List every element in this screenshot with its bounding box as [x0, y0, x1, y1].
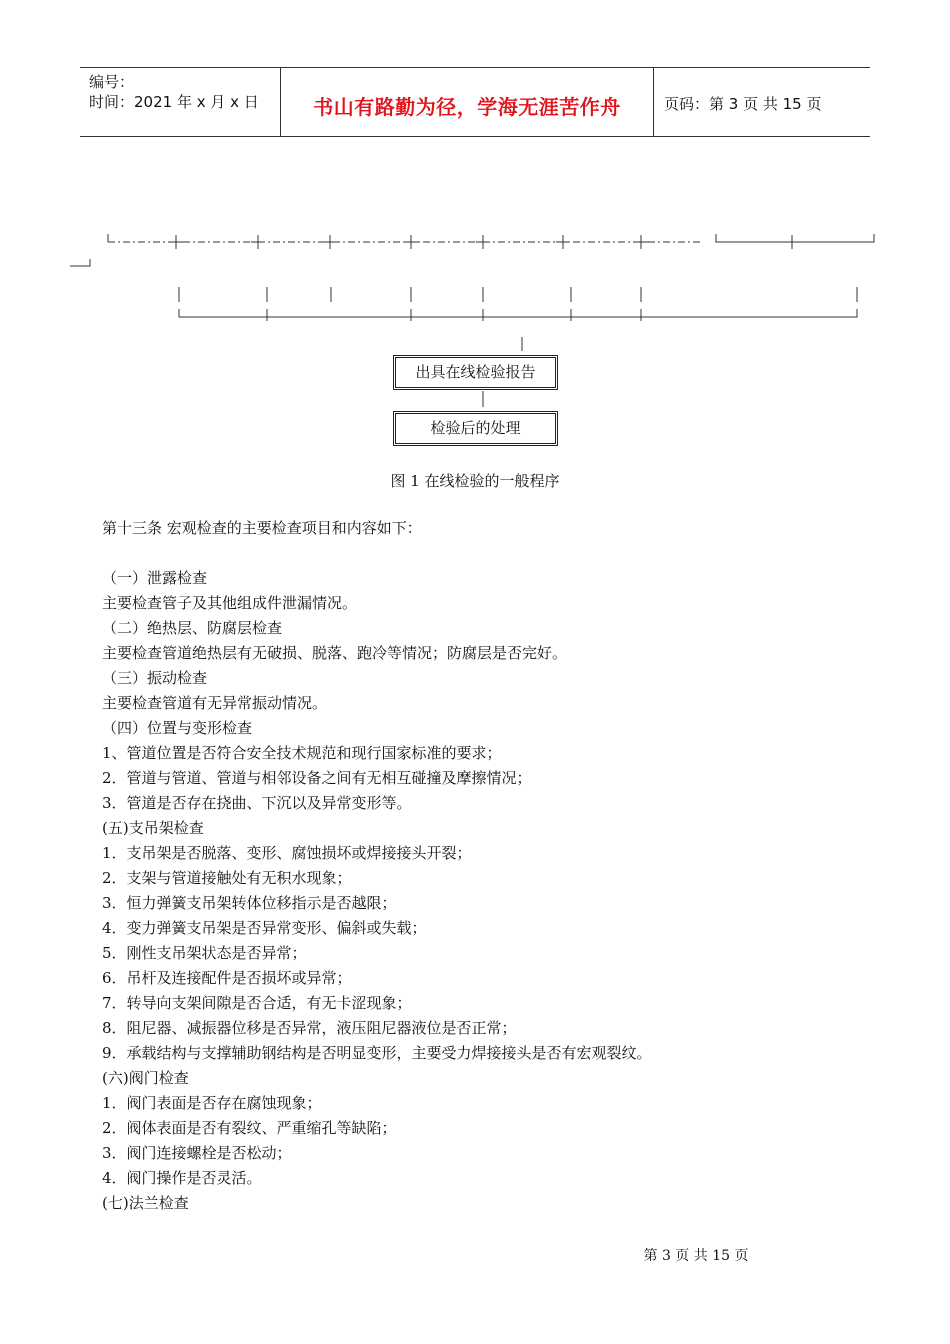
body-line: 6．吊杆及连接配件是否损坏或异常；	[102, 969, 352, 987]
header-motto-cell	[281, 68, 654, 136]
body-line: （二）绝热层、防腐层检查	[102, 619, 283, 637]
body-line: (六)阀门检查	[102, 1069, 189, 1087]
flowchart	[0, 225, 950, 475]
figure-caption: 图 1 在线检验的一般程序	[390, 472, 560, 490]
issue-report-box: 出具在线检验报告	[393, 355, 558, 390]
footer-page-number: 第 3 页 共 15 页	[643, 1248, 749, 1264]
body-line: 9．承载结构与支撑辅助钢结构是否明显变形，主要受力焊接接头是否有宏观裂纹。	[102, 1044, 652, 1062]
body-line: 2．支架与管道接触处有无积水现象；	[102, 869, 352, 887]
page-footer	[0, 1245, 950, 1265]
body-line: (五)支吊架检查	[102, 819, 204, 837]
body-line: 1．支吊架是否脱落、变形、腐蚀损坏或焊接接头开裂；	[102, 844, 472, 862]
body-line: 4．变力弹簧支吊架是否异常变形、偏斜或失载；	[102, 919, 427, 937]
article-heading: 第十三条 宏观检查的主要检查项目和内容如下：	[102, 519, 422, 537]
motto: 书山有路勤为径，学海无涯苦作舟	[313, 95, 621, 119]
body-line: 3．管道是否存在挠曲、下沉以及异常变形等。	[102, 794, 412, 812]
page-label: 页码：第 3 页 共 15 页	[664, 95, 822, 113]
body-line: （三）振动检查	[102, 669, 208, 687]
body-line: （四）位置与变形检查	[102, 719, 253, 737]
body-line: 5．刚性支吊架状态是否异常；	[102, 944, 307, 962]
body-line: (七)法兰检查	[102, 1194, 189, 1212]
body-line: 3．阀门连接螺栓是否松动；	[102, 1144, 292, 1162]
body-line: 3．恒力弹簧支吊架转体位移指示是否越限；	[102, 894, 397, 912]
body-line: 主要检查管道有无异常振动情况。	[102, 694, 328, 712]
header-info-cell	[80, 68, 281, 136]
number-label: 编号：	[89, 73, 135, 91]
body-line: 主要检查管子及其他组成件泄漏情况。	[102, 594, 358, 612]
date-label: 时间：2021 年 x 月 x 日	[89, 93, 259, 111]
body-line: 2．阀体表面是否有裂纹、严重缩孔等缺陷；	[102, 1119, 397, 1137]
header-table	[80, 67, 870, 137]
body-line: （一）泄露检查	[102, 569, 208, 587]
body-line: 1．阀门表面是否存在腐蚀现象；	[102, 1094, 322, 1112]
article-body	[102, 516, 882, 1216]
body-line: 8．阻尼器、减振器位移是否异常，液压阻尼器液位是否正常；	[102, 1019, 517, 1037]
post-inspection-box: 检验后的处理	[393, 411, 558, 446]
body-line: 主要检查管道绝热层有无破损、脱落、跑冷等情况；防腐层是否完好。	[102, 644, 568, 662]
header-page-cell	[654, 68, 870, 136]
body-line: 7．转导向支架间隙是否合适，有无卡涩现象；	[102, 994, 412, 1012]
body-line: 4．阀门操作是否灵活。	[102, 1169, 262, 1187]
body-line: 1、管道位置是否符合安全技术规范和现行国家标准的要求；	[102, 744, 502, 762]
body-line: 2．管道与管道、管道与相邻设备之间有无相互碰撞及摩擦情况；	[102, 769, 532, 787]
